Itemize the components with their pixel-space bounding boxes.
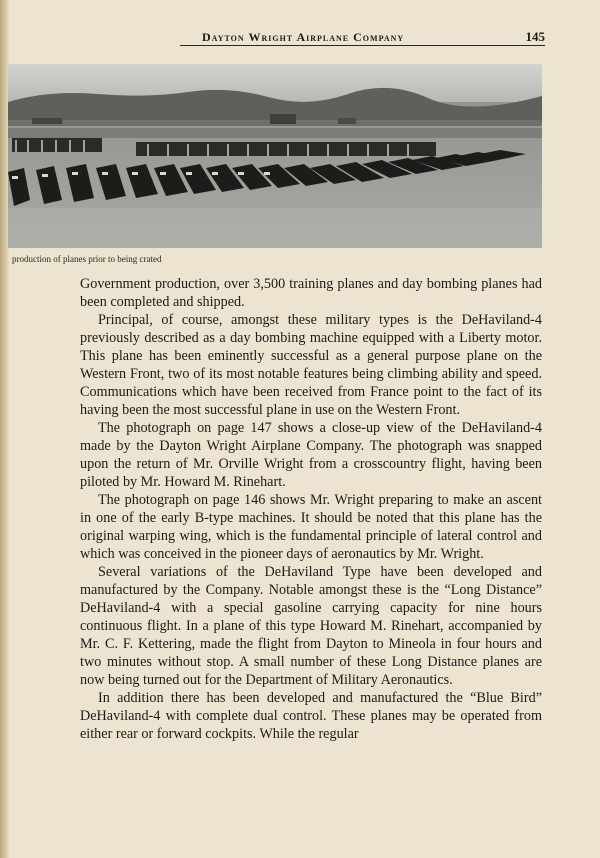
figure-caption: production of planes prior to being crated (12, 254, 162, 264)
paragraph: In addition there has been developed and manufactured the “Blue Bird” DeHaviland-4 with complete dual control. These planes may be operated from either rear or forward cockpits. While the regular (80, 690, 542, 742)
paragraph: Government production, over 3,500 training planes and day bombing planes had been completed and shipped. (80, 276, 542, 310)
paragraph: The photograph on page 146 shows Mr. Wright preparing to make an ascent in one of the early B-type machines. It should be noted that this plane has the original warping wing, which is the fundamental principle of lateral control and which was conceived in the pioneer days of aeronautics by Mr. Wright. (80, 492, 542, 562)
photo-illustration (8, 64, 542, 248)
header-rule (180, 45, 545, 46)
body-text (80, 275, 542, 743)
page-number: 145 (525, 29, 545, 44)
paragraph: Principal, of course, amongst these military types is the DeHaviland-4 previously described as a day bombing machine equipped with a Liberty motor. This plane has been eminently successful as a general purpose plane on the Western Front, two of its most notable features being climbing ability and speed. Communications which have been received from France point to the fact of its having been the most successful plane in use on the Western Front. (80, 312, 542, 418)
running-head: Dayton Wright Airplane Company (202, 30, 405, 44)
paragraph: The photograph on page 147 shows a close-up view of the DeHaviland-4 made by the Dayton Wright Airplane Company. The photograph was snapped upon the return of Mr. Orville Wright from a crosscountry flight, having been piloted by Mr. Howard M. Rinehart. (80, 420, 542, 490)
paragraph: Several variations of the DeHaviland Type have been developed and manufactured by the Company. Notable amongst these is the “Long Distance” DeHaviland-4 with a special gasoline carrying capacity for nine hours continuous flight. In a plane of this type Howard M. Rinehart, accompanied by Mr. C. F. Kettering, made the flight from Dayton to Mineola in four hours and two minutes without stop. A small number of these Long Distance planes are now being turned out for the Department of Military Aeronautics. (80, 564, 542, 688)
airplane-production-photo (8, 64, 542, 248)
